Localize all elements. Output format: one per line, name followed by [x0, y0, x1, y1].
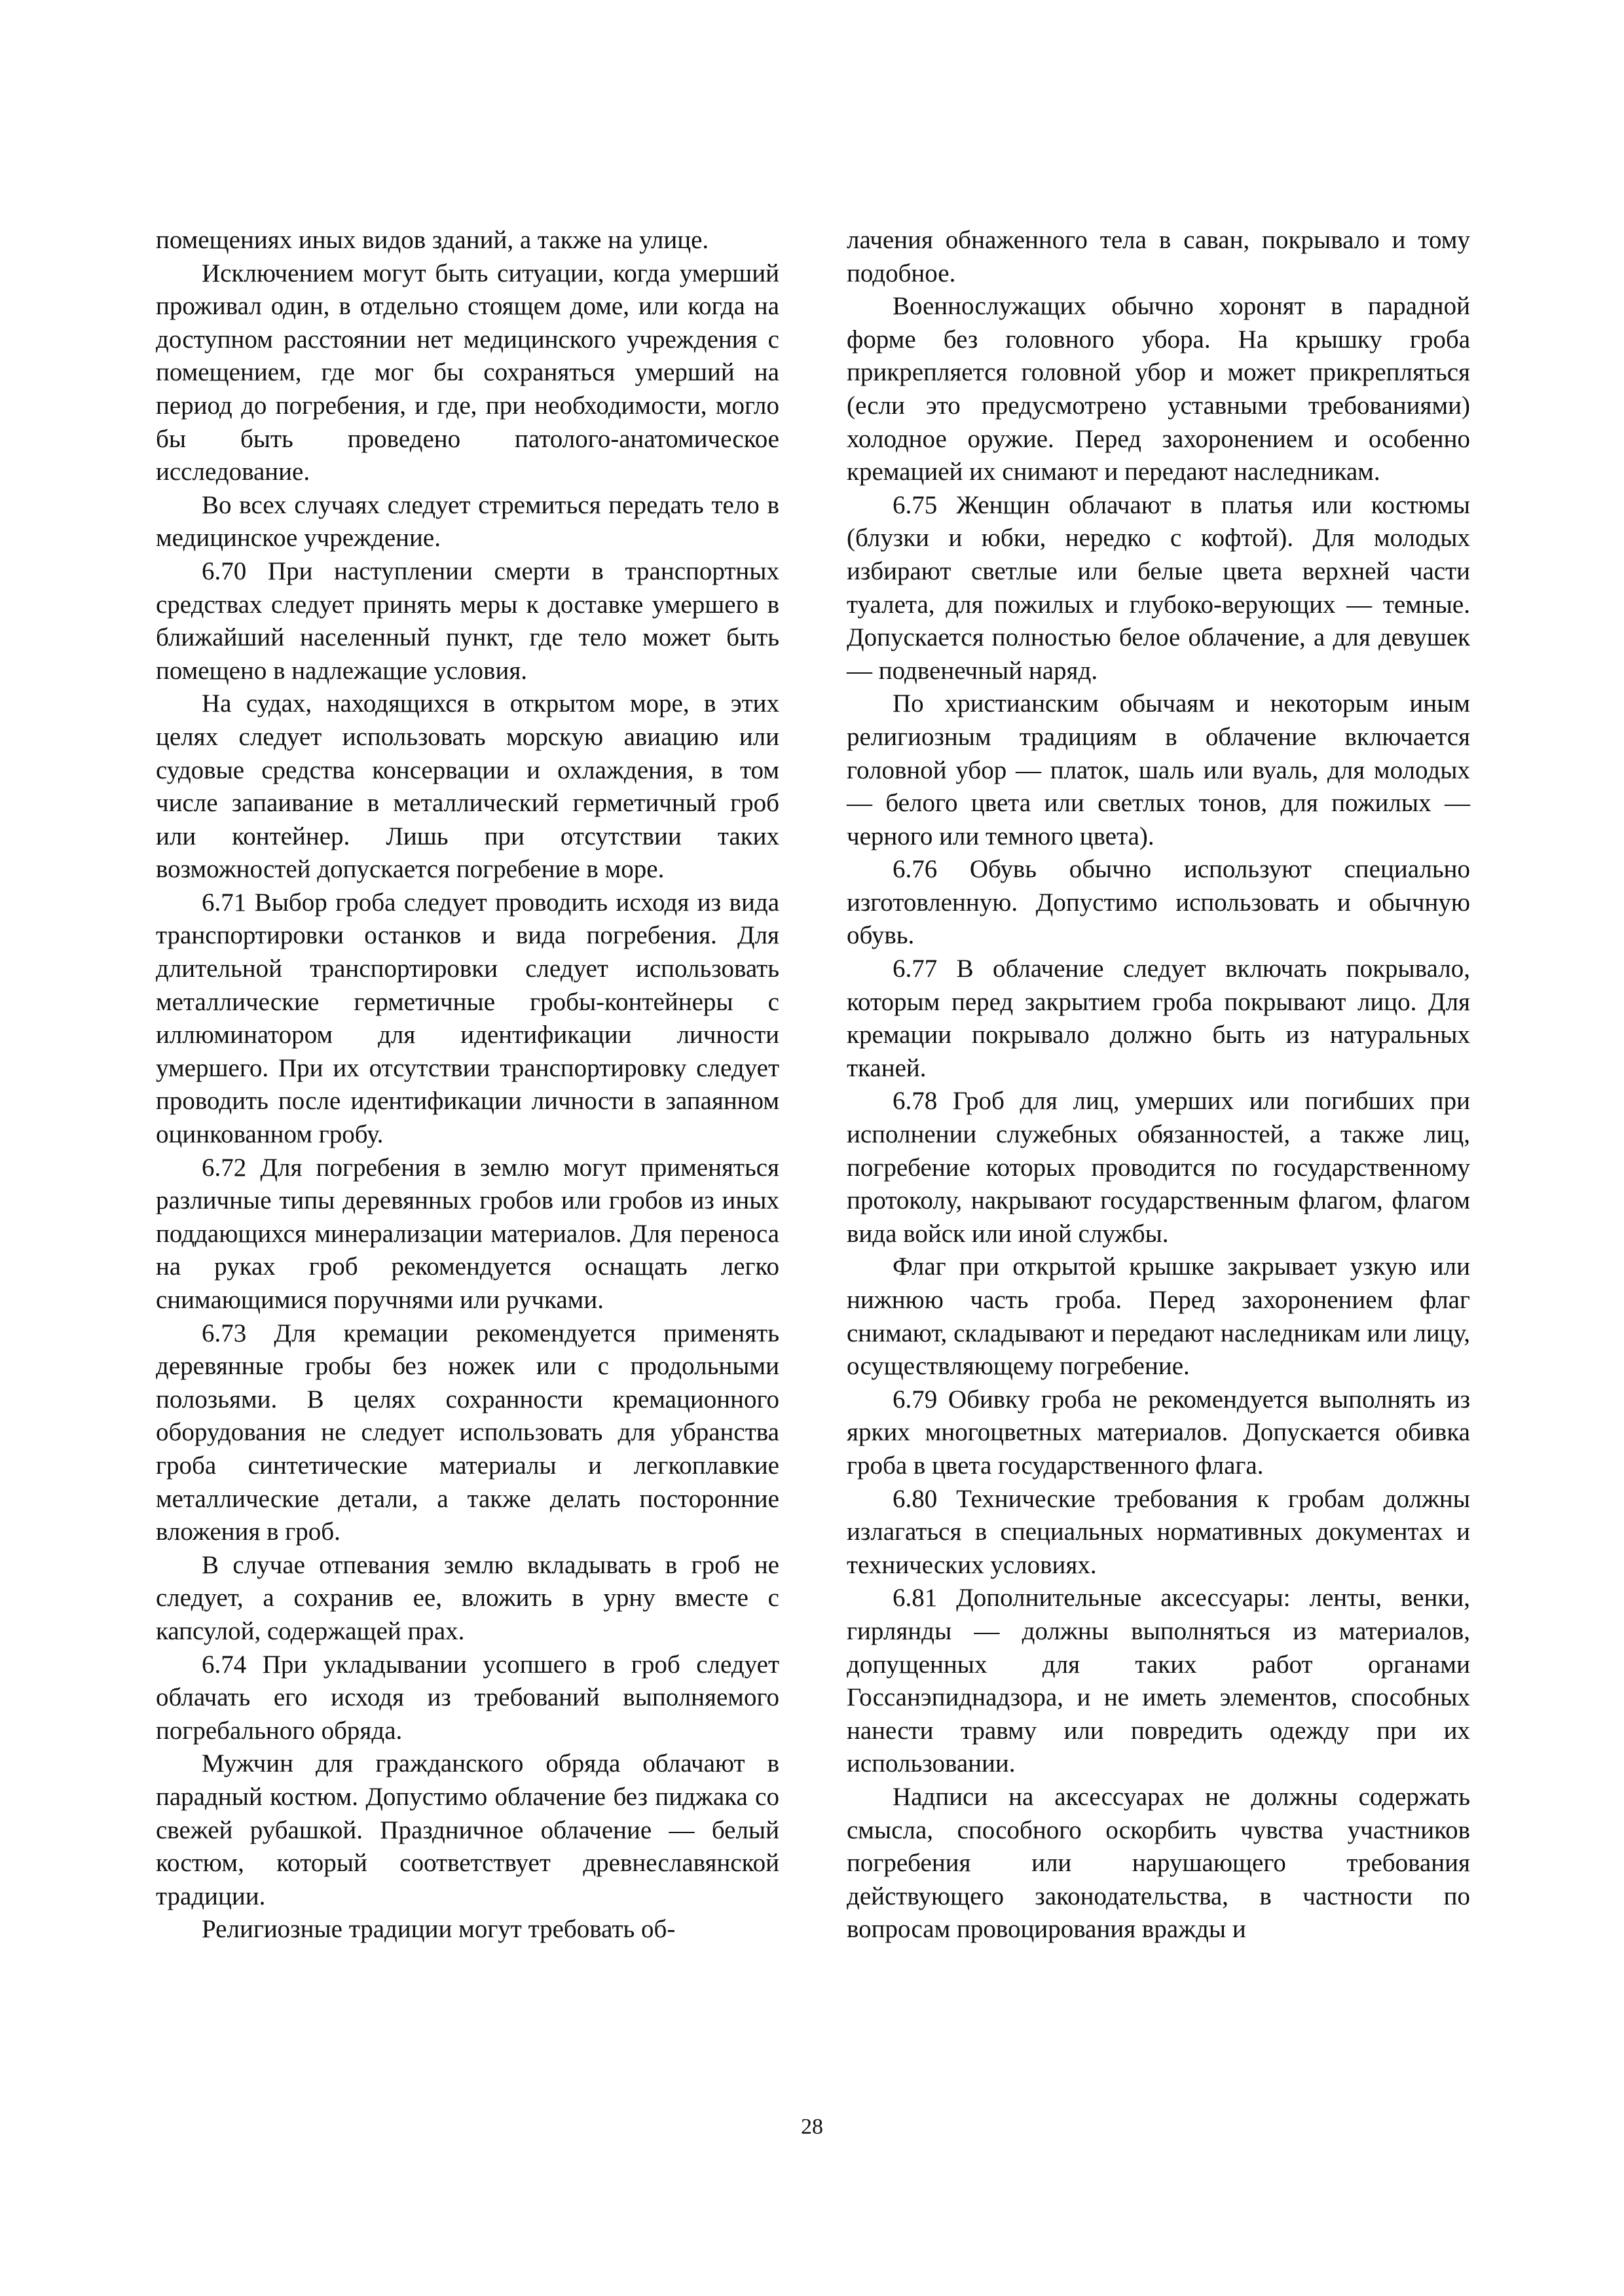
paragraph: Военнослужащих обычно хоронят в парадной форме без головного убора. На крышку гроба прикрепляется головной убор и может прикрепляться (если это предусмотрено уставными требованиями) холодное оружие. Перед захоронением и особенно кремацией их снимают и передают наследникам.	[847, 292, 1470, 486]
paragraph: 6.77 В облачение следует включать покрывало, которым перед закрытием гроба покрывают лицо. Для кремации покрывало должно быть из натуральных тканей.	[847, 955, 1470, 1082]
paragraph: 6.72 Для погребения в землю могут применяться различные типы деревянных гробов или гробов из иных поддающихся минерализации материалов. Для переноса на руках гроб рекомендуется оснащать легко снимающимися поручнями или ручками.	[156, 1153, 779, 1314]
paragraph: 6.71 Выбор гроба следует проводить исходя из вида транспортировки останков и вида погребения. Для длительной транспортировки следует использовать металлические герметичные гробы-контейнеры с иллюминатором для идентификации личности умершего. При их отсутствии транспортировку следует проводить после идентификации личности в запаянном оцинкованном гробу.	[156, 888, 779, 1149]
paragraph: Флаг при открытой крышке закрывает узкую или нижнюю часть гроба. Перед захоронением флаг снимают, складывают и передают наследникам или лицу, осуществляющему погребение.	[847, 1252, 1470, 1381]
right-column	[847, 224, 1470, 1946]
paragraph: 6.73 Для кремации рекомендуется применять деревянные гробы без ножек или с продольными полозьями. В целях сохранности кремационного оборудования не следует использовать для убранства гроба синтетические материалы и легкоплавкие металлические детали, а также делать посторонние вложения в гроб.	[156, 1319, 779, 1546]
paragraph: 6.78 Гроб для лиц, умерших или погибших при исполнении служебных обязанностей, а также лиц, погребение которых проводится по государственному протоколу, накрывают государственным флагом, флагом вида войск или иной службы.	[847, 1087, 1470, 1248]
paragraph: Мужчин для гражданского обряда облачают в парадный костюм. Допустимо облачение без пиджака со свежей рубашкой. Праздничное облачение — белый костюм, который соответствует древнеславянской традиции.	[156, 1749, 779, 1910]
paragraph: 6.75 Женщин облачают в платья или костюмы (блузки и юбки, нередко с кофтой). Для молодых избирают светлые или белые цвета верхней части туалета, для пожилых и глубоко-верующих — темные. Допускается полностью белое облачение, а для девушек — подвенечный наряд.	[847, 490, 1470, 685]
paragraph: 6.70 При наступлении смерти в транспортных средствах следует принять меры к доставке умершего в ближайший населенный пункт, где тело может быть помещено в надлежащие условия.	[156, 556, 779, 685]
paragraph: 6.74 При укладывании усопшего в гроб следует облачать его исходя из требований выполняемого погребального обряда.	[156, 1650, 779, 1745]
paragraph: На судах, находящихся в открытом море, в этих целях следует использовать морскую авиацию или судовые средства консервации и охлаждения, в том числе запаивание в металлический герметичный гроб или контейнер. Лишь при отсутствии таких возможностей допускается погребение в море.	[156, 689, 779, 884]
paragraph: 6.81 Дополнительные аксессуары: ленты, венки, гирлянды — должны выполняться из материалов, допущенных для таких работ органами Госсанэпиднадзора, и не иметь элементов, способных нанести травму или повредить одежду при их использовании.	[847, 1584, 1470, 1778]
paragraph: Религиозные традиции могут требовать об-	[202, 1915, 676, 1944]
paragraph: Исключением могут быть ситуации, когда умерший проживал один, в отдельно стоящем доме, или когда на доступном расстоянии нет медицинского учреждения с помещением, где мог бы сохраняться умерший на период до погребения, и где, при необходимости, могло бы быть проведено патолого-анатомическое исследование.	[156, 259, 779, 486]
paragraph: Надписи на аксессуарах не должны содержать смысла, способного оскорбить чувства участников погребения или нарушающего требования действующего законодательства, в частности по вопросам провоцирования вражды и	[847, 1782, 1470, 1944]
left-column	[156, 224, 779, 1946]
paragraph: помещениях иных видов зданий, а также на улице.	[156, 226, 709, 254]
paragraph: 6.76 Обувь обычно используют специально изготовленную. Допустимо использовать и обычную обувь.	[847, 855, 1470, 950]
paragraph: 6.80 Технические требования к гробам должны излагаться в специальных нормативных документах и технических условиях.	[847, 1484, 1470, 1579]
paragraph: лачения обнаженного тела в саван, покрывало и тому подобное.	[847, 226, 1470, 287]
paragraph: 6.79 Обивку гроба не рекомендуется выполнять из ярких многоцветных материалов. Допускается обивка гроба в цвета государственного флага.	[847, 1385, 1470, 1480]
paragraph: Во всех случаях следует стремиться передать тело в медицинское учреждение.	[156, 490, 779, 553]
paragraph: По христианским обычаям и некоторым иным религиозным традициям в облачение включается головной убор — платок, шаль или вуаль, для молодых — белого цвета или светлых тонов, для пожилых — черного или темного цвета).	[847, 689, 1470, 850]
page-number: 28	[801, 2115, 823, 2139]
paragraph: В случае отпевания землю вкладывать в гроб не следует, а сохранив ее, вложить в урну вместе с капсулой, содержащей прах.	[156, 1550, 779, 1645]
